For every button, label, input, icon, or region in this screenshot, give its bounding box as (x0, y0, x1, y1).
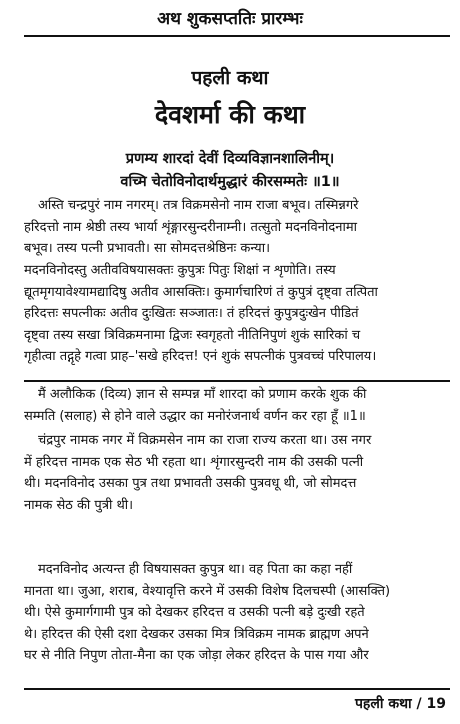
text-line: अस्ति चन्द्रपुरं नाम नगरम्। तत्र विक्रमसेनो नाम राजा बभूव। तस्मिन्नगरे (38, 198, 359, 213)
hindi-paragraph-1 (24, 384, 450, 427)
sanskrit-paragraph-1 (24, 195, 450, 260)
text-line: नामक सेठ की पुत्री थी। (24, 497, 134, 513)
text-line: द्यूतमृगयावेश्यामद्यादिषु अतीव आसक्तिः। कुमार्गचारिणं तं कुपुत्रं दृष्ट्वा तत्पिता (24, 284, 378, 300)
text-line: मदनविनोद अत्यन्त ही विषयासक्त कुपुत्र था। वह पिता का कहा नहीं (38, 562, 353, 577)
text-line: सम्मति (सलाह) से होने वाले उद्धार का मनोरंजनार्थ वर्णन कर रहा हूँ ॥1॥ (24, 408, 366, 424)
running-footer: पहली कथा / 19 (354, 696, 446, 712)
text-line: मदनविनोदस्तु अतीवविषयासक्तः कुपुत्रः पितुः शिक्षां न शृणोति। तस्य (24, 263, 336, 278)
page-header: अथ शुकसप्ततिः प्रारम्भः (157, 9, 303, 29)
text-line: थी। ऐसे कुमार्गगामी पुत्र को देखकर हरिदत्त व उसकी पत्नी बड़े दुःखी रहते (24, 605, 365, 621)
hindi-paragraph-2 (24, 430, 450, 516)
text-line: मैं अलौकिक (दिव्य) ज्ञान से सम्पन्न माँ शारदा को प्रणाम करके शुक की (38, 387, 367, 402)
footer-rule (24, 688, 450, 690)
header-rule (24, 35, 450, 37)
text-line: बभूव। तस्य पत्नी प्रभावती। सा सोमदत्तश्रेष्ठिनः कन्या। (24, 241, 271, 257)
verse-line-2: वच्मि चेतोविनोदार्थमुद्धारं कीरसम्मतेः ॥1॥ (120, 174, 340, 190)
text-line: थी। मदनविनोद उसका पुत्र तथा प्रभावती उसकी पुत्रवधू थी, जो सोमदत्त (24, 476, 357, 492)
story-title: देवशर्मा की कथा (154, 100, 306, 129)
text-line: थे। हरिदत्त की ऐसी दशा देखकर उसका मित्र त्रिविक्रम नामक ब्राह्मण अपने (24, 626, 369, 642)
chapter-title: पहली कथा (191, 67, 269, 89)
text-line: में हरिदत्त नामक एक सेठ भी रहता था। शृंगारसुन्दरी नाम की उसकी पत्नी (24, 454, 364, 470)
text-line: गृहीत्वा तद्गृहे गत्वा प्राह–'सखे हरिदत्त! एनं शुकं सपत्नीकं पुत्रवच्चं परिपालय। (24, 349, 377, 365)
text-line: घर से नीति निपुण तोता-मैना का एक जोड़ा लेकर हरिदत्त के पास गया और (24, 648, 369, 664)
text-line: चंद्रपुर नामक नगर में विक्रमसेन नाम का राजा राज्य करता था। उस नगर (38, 433, 372, 448)
text-line: दृष्ट्वा तस्य सखा त्रिविक्रमनामा द्विजः स्वगृहतो नीतिनिपुणं शुकं सारिकां च (24, 327, 361, 343)
text-line: हरिदत्तः सपत्नीकः अतीव दुःखितः सञ्जातः। तं हरिदत्तं कुपुत्रदुःखेन पीडितं (24, 306, 359, 322)
verse-line-1: प्रणम्य शारदां देवीं दिव्यविज्ञानशालिनीम्। (125, 151, 335, 167)
text-line: मानता था। जुआ, शराब, वेश्यावृत्ति करने में उसकी विशेष दिलचस्पी (आसक्ति) (24, 583, 391, 599)
text-line: हरिदत्तो नाम श्रेष्ठी तस्य भार्या शृंङ्गारसुन्दरीनाम्नी। तत्सुतो मदनविनोदनामा (24, 219, 357, 235)
hindi-paragraph-3 (24, 559, 450, 667)
section-divider (24, 380, 450, 382)
sanskrit-paragraph-2 (24, 260, 450, 368)
